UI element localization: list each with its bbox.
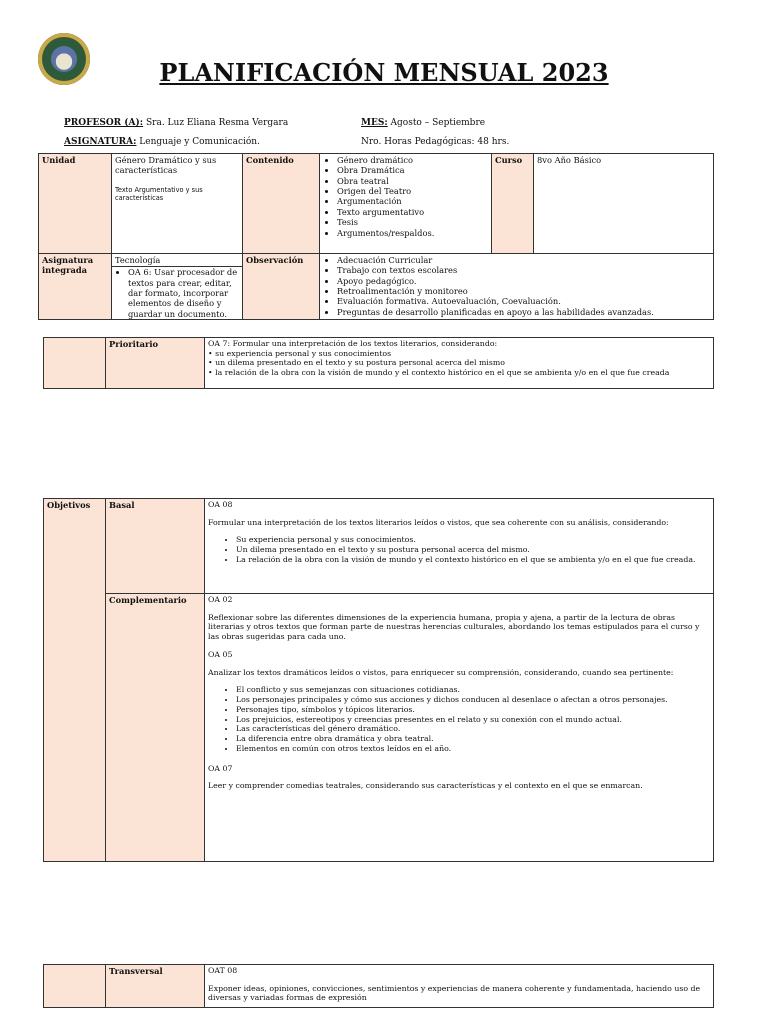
prioritario-content: OA 7: Formular una interpretación de los textos literarios, considerando: • su experiencia personal y sus conocimientos • un dilema presentado en el texto y su postura personal acerca del mismo • la relación de la obra con la visión de mundo y el contexto histórico en el que se ambienta y/o en el que fue creada xyxy=(205,338,714,389)
complementario-content: OA 02 Reflexionar sobre las diferentes dimensiones de la experiencia humana, propia y ajena, a partir de la lectura de obras literarias y otros textos que forman parte de nuestras herencias culturales, abordando los temas estipulados para el curso y las obras sugeridas para cada uno. OA 05 Analizar los textos dramáticos leídos o vistos, para enriquecer su comprensión, considerando, cuando sea pertinente: • El conflicto y sus semejanzas con situaciones cotidianas. • Los personajes principales y cómo sus acciones y dichos conducen al desenlace o afectan a otros personajes. • Personajes tipo, símbolos y tópicos literarios. • Los prejuicios, estereotipos y creencias presentes en el relato y su conexión con el mundo actual. • Las características del género dramático. • La diferencia entre obra dramática y obra teatral. • Elementos en común con otros textos leídos en el año. OA 07 Leer y comprender comedias teatrales, considerando sus características y el contexto en el que se enmarcan. xyxy=(205,594,714,862)
transversal-label: Transversal xyxy=(106,965,205,1008)
horas-line: Nro. Horas Pedagógicas: 48 hrs. xyxy=(361,137,510,147)
basal-content: OA 08 Formular una interpretación de los textos literarios leídos o vistos, que sea coherente con su análisis, considerando: • Su experiencia personal y sus conocimientos. • Un dilema presentado en el texto y su postura personal acerca del mismo. • La relación de la obra con la visión de mundo y el contexto histórico en el que se ambienta y/o en el que fue creada. xyxy=(205,499,714,594)
contenido-label: Contenido xyxy=(243,154,320,254)
objetivos-table xyxy=(43,498,714,862)
asignatura-integrada-label: Asignatura integrada xyxy=(39,254,112,320)
asignatura-line: ASIGNATURA: Lenguaje y Comunicación. xyxy=(64,137,260,147)
basal-label: Basal xyxy=(106,499,205,594)
mes-line: MES: Agosto – Septiembre xyxy=(361,118,486,128)
complementario-label: Complementario xyxy=(106,594,205,862)
curso-label: Curso xyxy=(492,154,534,254)
objetivos-label: Objetivos xyxy=(44,499,106,862)
page-title: PLANIFICACIÓN MENSUAL 2023 xyxy=(159,58,609,87)
unidad-table xyxy=(38,153,714,320)
curso-value: 8vo Año Básico xyxy=(534,154,714,254)
prioritario-table xyxy=(43,337,714,389)
transversal-blank xyxy=(44,965,106,1008)
transversal-content: OAT 08 Exponer ideas, opiniones, convicciones, sentimientos y experiencias de manera coherente y fundamentada, haciendo uso de diversas y variadas formas de expresión xyxy=(205,965,714,1008)
unidad-value: Género Dramático y sus características Texto Argumentativo y sus características xyxy=(112,154,243,254)
observacion-label: Observación xyxy=(243,254,320,320)
unidad-label: Unidad xyxy=(39,154,112,254)
prioritario-label: Prioritario xyxy=(106,338,205,389)
transversal-table xyxy=(43,964,714,1008)
tecnologia-cell: Tecnología • OA 6: Usar procesador de textos para crear, editar, dar formato, incorporar elementos de diseño y guardar un documento. xyxy=(112,254,243,320)
prioritario-blank xyxy=(44,338,106,389)
observacion-list: • Adecuación Curricular • Trabajo con textos escolares • Apoyo pedagógico. • Retroalimentación y monitoreo • Evaluación formativa. Autoevaluación, Coevaluación. • Preguntas de desarrollo planificadas en apoyo a las habilidades avanzadas. xyxy=(320,254,714,320)
profesor-line: PROFESOR (A): Sra. Luz Eliana Resma Vergara xyxy=(64,118,289,128)
contenido-list: • Género dramático • Obra Dramática • Obra teatral • Origen del Teatro • Argumentación • Texto argumentativo • Tesis • Argumentos/respaldos. xyxy=(320,154,492,254)
